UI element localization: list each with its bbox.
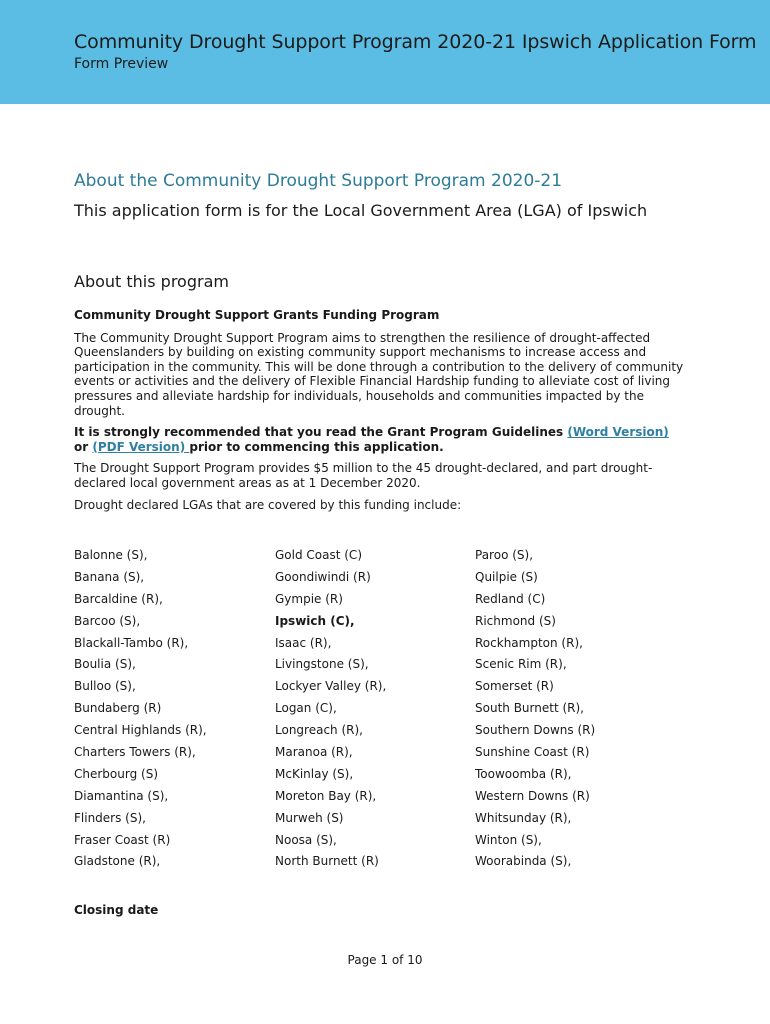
lga-item: Western Downs (R) [475, 788, 590, 803]
lga-item: Gold Coast (C) [275, 548, 362, 562]
lga-item: Moreton Bay (R), [275, 788, 377, 803]
lga-item: Cherbourg (S) [74, 766, 158, 781]
lga-item: Logan (C), [275, 701, 337, 716]
lga-item: Rockhampton (R), [475, 635, 583, 650]
lga-item: Longreach (R), [275, 723, 363, 738]
lga-item: Gladstone (R), [74, 854, 161, 869]
word-version-link[interactable]: (Word Version) [567, 425, 669, 440]
lga-item: Whitsunday (R), [475, 810, 572, 825]
form-subtitle: Form Preview [74, 56, 169, 72]
pdf-version-link[interactable]: (PDF Version) [92, 439, 190, 454]
lga-item: Banana (S), [74, 569, 145, 584]
program-description: The Community Drought Support Program aims to strengthen the resilience of drought-affected Queenslanders by building on existing community support mechanisms to increase access and participation in the community. This will be done through a contribution to the delivery of community events or activities and the delivery of Flexible Financial Hardship funding to alleviate cost of living pressures and alleviate hardship for individuals, households and communities impacted by the drought. [74, 330, 684, 418]
lga-item: Lockyer Valley (R), [275, 679, 387, 694]
lga-item: Scenic Rim (R), [475, 657, 567, 672]
lga-statement: This application form is for the Local Government Area (LGA) of Ipswich [74, 201, 648, 220]
lga-item: Sunshine Coast (R) [475, 745, 590, 760]
lga-item: Balonne (S), [74, 548, 148, 562]
closing-date-heading: Closing date [74, 903, 159, 917]
lga-column-2 [275, 545, 386, 873]
funding-description: The Drought Support Program provides $5 million to the 45 drought-declared, and part drought-declared local government areas as at 1 December 2020. [74, 461, 653, 490]
guidelines-recommendation [74, 425, 684, 454]
lga-item: Barcoo (S), [74, 613, 141, 628]
lga-item: Diamantina (S), [74, 788, 169, 803]
section-title: About the Community Drought Support Program 2020-21 [74, 171, 563, 191]
lga-item: Bundaberg (R) [74, 701, 162, 716]
lga-item: Livingstone (S), [275, 657, 369, 672]
lga-item: Murweh (S) [275, 810, 344, 825]
about-heading: About this program [74, 272, 229, 291]
lga-item: Toowoomba (R), [475, 766, 572, 781]
or-text: or [74, 439, 93, 454]
lga-item: Bulloo (S), [74, 679, 136, 694]
lga-item: Charters Towers (R), [74, 745, 196, 760]
lga-item: Flinders (S), [74, 810, 146, 825]
about-content [74, 308, 684, 512]
lga-column-1 [74, 545, 207, 873]
lga-item: Redland (C) [475, 591, 546, 606]
lga-item: North Burnett (R) [275, 854, 379, 869]
lga-intro: Drought declared LGAs that are covered by this funding include: [74, 497, 462, 512]
lga-item: Southern Downs (R) [475, 723, 596, 738]
lga-item: Woorabinda (S), [475, 854, 572, 869]
lga-item: McKinlay (S), [275, 766, 354, 781]
form-title: Community Drought Support Program 2020-21 Ipswich Application Form [74, 31, 757, 53]
lga-item: Noosa (S), [275, 832, 337, 847]
lga-item: Blackall-Tambo (R), [74, 635, 189, 650]
lga-item: Barcaldine (R), [74, 591, 163, 606]
lga-item: Quilpie (S) [475, 569, 538, 584]
lga-item: Winton (S), [475, 832, 542, 847]
lga-item: Central Highlands (R), [74, 723, 207, 738]
lga-column-3 [475, 545, 595, 873]
program-subheading: Community Drought Support Grants Funding Program [74, 308, 440, 322]
lga-item: Richmond (S) [475, 613, 556, 628]
page-number: Page 1 of 10 [347, 953, 423, 967]
lga-item: Fraser Coast (R) [74, 832, 171, 847]
lga-item: South Burnett (R), [475, 701, 584, 716]
recommend-prefix: It is strongly recommended that you read the Grant Program Guidelines [74, 425, 568, 440]
recommend-suffix: prior to commencing this application. [189, 439, 444, 454]
lga-item: Gympie (R) [275, 591, 343, 606]
lga-item: Goondiwindi (R) [275, 569, 371, 584]
lga-item: Isaac (R), [275, 635, 332, 650]
lga-item: Somerset (R) [475, 679, 554, 694]
page-header [0, 0, 770, 104]
lga-item: Maranoa (R), [275, 745, 353, 760]
lga-item-current: Ipswich (C), [275, 613, 355, 628]
lga-item: Paroo (S), [475, 548, 534, 562]
lga-item: Boulia (S), [74, 657, 136, 672]
